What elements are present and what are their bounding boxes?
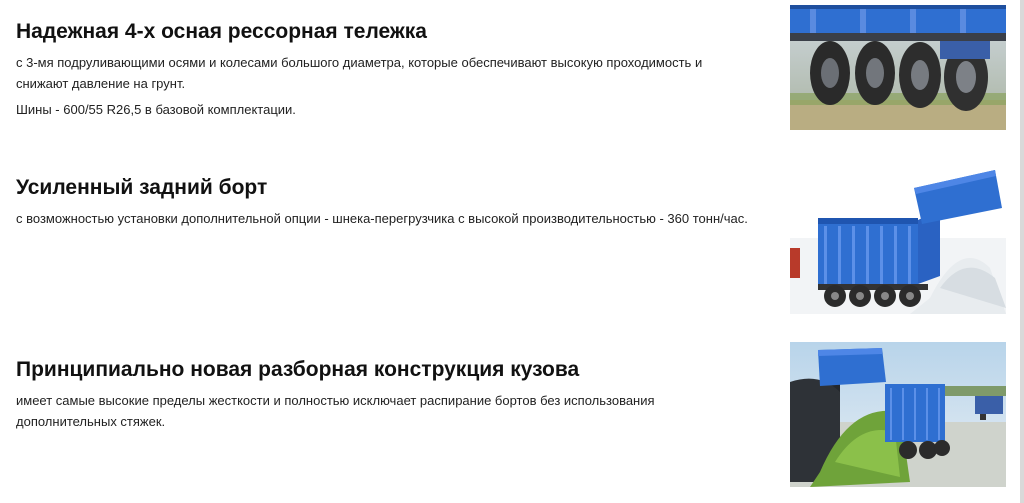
- tandem-axle-wheels-photo: [790, 5, 1006, 130]
- feature-text: [16, 356, 756, 432]
- page-edge-strip: [1020, 0, 1024, 503]
- feature-description: имеет самые высокие пределы жесткости и полностью исключает распирание бортов без использования дополнительных стяжек.: [16, 393, 655, 429]
- feature-block-bogie: [0, 0, 1018, 150]
- feature-title: Принципиально новая разборная конструкция кузова: [16, 358, 580, 381]
- trailer-rear-gate-photo: [790, 168, 1006, 314]
- feature-tire-spec: Шины - 600/55 R26,5 в базовой комплектации.: [16, 102, 296, 117]
- feature-description: с возможностью установки дополнительной опции - шнека-перегрузчика с высокой производительностью - 360 тонн/час.: [16, 211, 748, 226]
- feature-text: [16, 18, 756, 120]
- feature-block-rear-gate: [0, 168, 1018, 318]
- trailer-unloading-silage-photo: [790, 342, 1006, 487]
- feature-block-body-construction: [0, 340, 1018, 490]
- feature-title: Усиленный задний борт: [16, 176, 268, 199]
- feature-description: с 3-мя подруливающими осями и колесами большого диаметра, которые обеспечивают высокую проходимость и снижают давление на грунт.: [16, 55, 703, 91]
- feature-text: [16, 174, 756, 229]
- feature-title: Надежная 4-х осная рессорная тележка: [16, 20, 427, 43]
